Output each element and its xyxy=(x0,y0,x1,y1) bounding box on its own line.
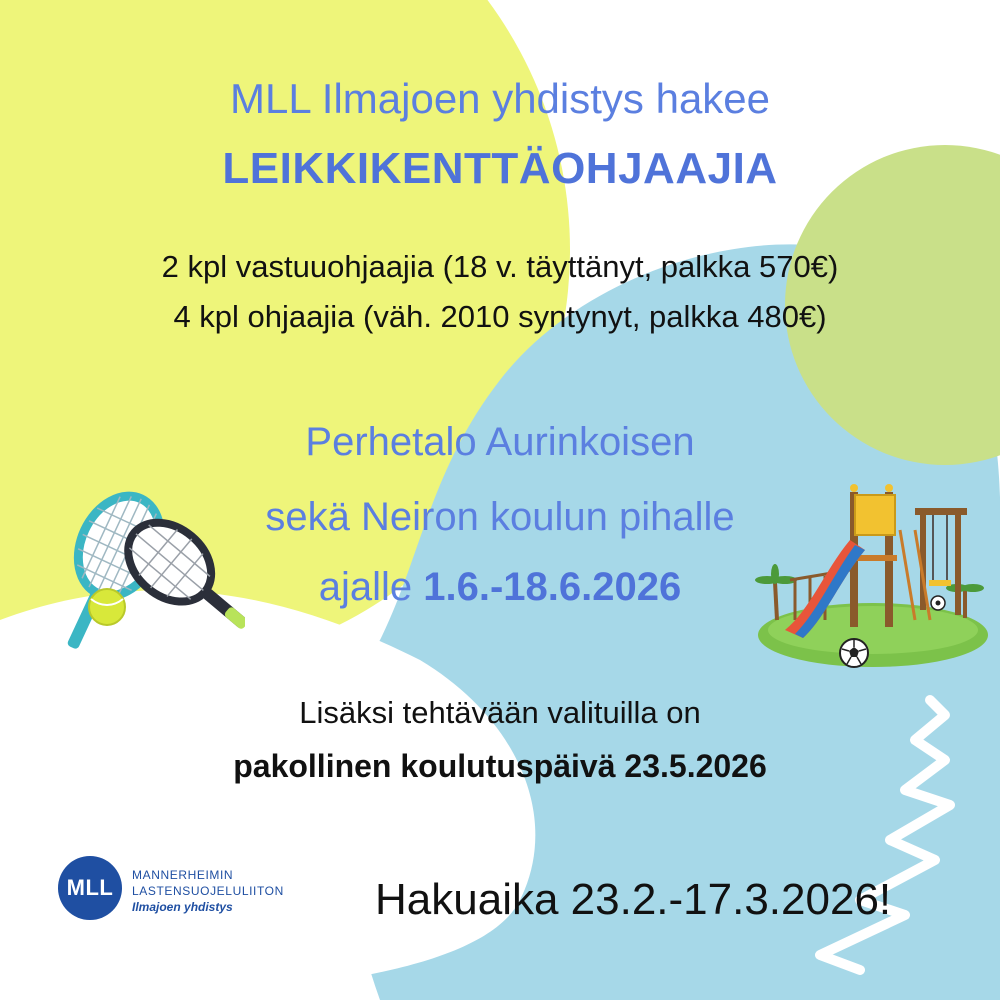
football-icon xyxy=(838,637,870,669)
position-line: 2 kpl vastuuohjaajia (18 v. täyttänyt, palkka 570€) xyxy=(161,249,839,284)
mll-logo xyxy=(50,842,320,930)
heading-title: LEIKKIKENTTÄOHJAAJIA xyxy=(222,144,778,193)
logo-text-line: MANNERHEIMIN xyxy=(132,868,234,882)
position-line: 4 kpl ohjaajia (väh. 2010 syntynyt, palkka 480€) xyxy=(173,299,827,334)
training-day-line: pakollinen koulutuspäivä 23.5.2026 xyxy=(233,748,767,784)
tennis-rackets-icon xyxy=(45,485,245,675)
logo-badge: MLL xyxy=(58,856,122,920)
logo-text-line: LASTENSUOJELULIITON xyxy=(132,884,284,898)
period-prefix: ajalle xyxy=(318,565,413,609)
extra-info-line: Lisäksi tehtävään valituilla on xyxy=(299,695,701,730)
period-dates: 1.6.-18.6.2026 xyxy=(423,565,682,609)
logo-subtitle: Ilmajoen yhdistys xyxy=(132,900,233,914)
heading-line: MLL Ilmajoen yhdistys hakee xyxy=(229,75,771,122)
application-deadline: Hakuaika 23.2.-17.3.2026! xyxy=(375,875,892,924)
location-line: sekä Neiron koulun pihalle xyxy=(265,495,735,539)
location-line: Perhetalo Aurinkoisen xyxy=(305,420,695,464)
playground-icon xyxy=(755,470,990,670)
